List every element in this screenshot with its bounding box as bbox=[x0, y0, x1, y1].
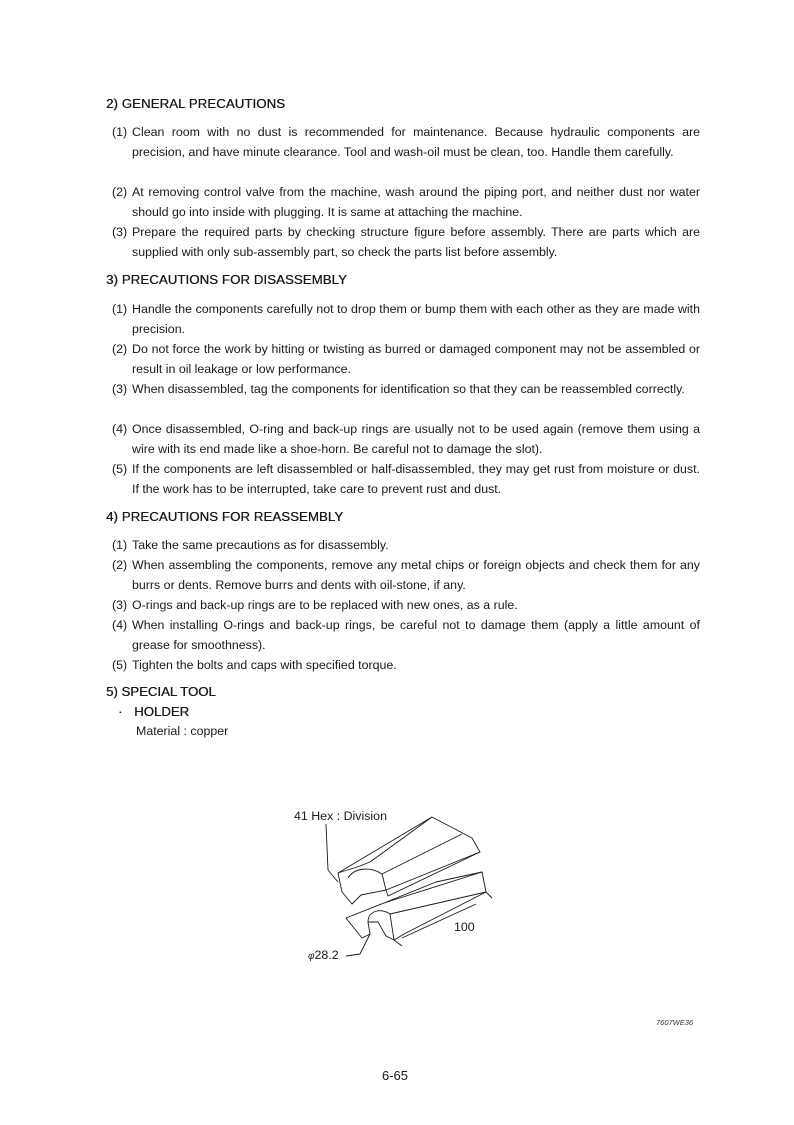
item-number: (3) bbox=[112, 598, 128, 612]
item-text: Once disassembled, O-ring and back-up rings are usually not to be used again (remove them using a wire with its end made like a shoe-horn. Be careful not to damage the slot). bbox=[132, 422, 700, 456]
item-text: When assembling the components, remove any metal chips or foreign objects and check them for any burrs or dents. Remove burrs and dents with oil-stone, if any. bbox=[132, 558, 700, 592]
holder-figure bbox=[290, 800, 530, 970]
item-number: (3) bbox=[112, 382, 128, 396]
list-item bbox=[112, 595, 700, 615]
page-number: 6-65 bbox=[382, 1068, 409, 1083]
upper-block-bore bbox=[348, 869, 386, 890]
item-number: (1) bbox=[112, 538, 128, 552]
item-text: O-rings and back-up rings are to be replaced with new ones, as a rule. bbox=[132, 598, 518, 612]
item-text: Tighten the bolts and caps with specified torque. bbox=[132, 658, 397, 672]
list-item bbox=[112, 339, 700, 379]
section-heading-disassembly: 3) PRECAUTIONS FOR DISASSEMBLY bbox=[106, 272, 347, 287]
list-item bbox=[112, 122, 700, 162]
list-item bbox=[112, 615, 700, 655]
tool-name-line bbox=[118, 704, 189, 719]
item-text: Clean room with no dust is recommended for maintenance. Because hydraulic components are precision, and have minute clearance. Tool and wash-oil must be clean, too. Handle them carefully. bbox=[132, 125, 700, 159]
label-length: 100 bbox=[454, 920, 475, 934]
hex-leader-line bbox=[326, 824, 338, 882]
length-ext-left bbox=[394, 940, 402, 946]
list-item bbox=[112, 535, 700, 555]
list-item bbox=[112, 459, 700, 499]
diameter-leader bbox=[346, 934, 370, 956]
label-diameter bbox=[308, 948, 339, 962]
item-text: At removing control valve from the machine, wash around the piping port, and neither dust nor water should go into inside with plugging. It is same at attaching the machine. bbox=[132, 185, 700, 219]
item-text: When disassembled, tag the components for identification so that they can be reassembled correctly. bbox=[132, 382, 685, 396]
diameter-symbol: φ bbox=[308, 951, 315, 962]
item-number: (4) bbox=[112, 422, 128, 436]
item-text: If the components are left disassembled or half-disassembled, they may get rust from moisture or dust. If the work has to be interrupted, take care to prevent rust and dust. bbox=[132, 462, 700, 496]
list-item bbox=[112, 182, 700, 222]
item-number: (1) bbox=[112, 125, 128, 139]
lower-block-bore bbox=[368, 911, 394, 940]
list-item bbox=[112, 222, 700, 262]
upper-block-bottom bbox=[386, 852, 480, 890]
item-text: When installing O-rings and back-up rings, be careful not to damage them (apply a little amount of grease for smoothness). bbox=[132, 618, 700, 652]
item-text: Take the same precautions as for disassembly. bbox=[132, 538, 389, 552]
length-ext-right bbox=[486, 892, 492, 898]
item-number: (5) bbox=[112, 462, 128, 476]
item-number: (1) bbox=[112, 302, 128, 316]
item-number: (5) bbox=[112, 658, 128, 672]
section-heading-general-precautions: 2) GENERAL PRECAUTIONS bbox=[106, 96, 286, 111]
lower-block-top bbox=[384, 872, 482, 903]
item-text: Handle the components carefully not to drop them or bump them with each other as they are made with precision. bbox=[132, 302, 700, 336]
item-text: Do not force the work by hitting or twisting as burred or damaged component may not be assembled or result in oil leakage or low performance. bbox=[132, 342, 700, 376]
label-hex-division: 41 Hex : Division bbox=[294, 809, 387, 823]
item-number: (4) bbox=[112, 618, 128, 632]
section-heading-special-tool: 5) SPECIAL TOOL bbox=[106, 684, 216, 699]
tool-name: HOLDER bbox=[134, 704, 190, 719]
diameter-value: 28.2 bbox=[314, 948, 339, 962]
figure-reference-code: 7607WE36 bbox=[656, 1018, 694, 1027]
item-text: Prepare the required parts by checking structure figure before assembly. There are parts which are supplied with only sub-assembly part, so check the parts list before assembly. bbox=[132, 225, 700, 259]
list-item bbox=[112, 555, 700, 595]
item-number: (2) bbox=[112, 185, 128, 199]
item-number: (2) bbox=[112, 342, 128, 356]
holder-drawing bbox=[290, 800, 530, 970]
section-heading-reassembly: 4) PRECAUTIONS FOR REASSEMBLY bbox=[106, 509, 344, 524]
list-item bbox=[112, 655, 700, 675]
bullet: · bbox=[118, 704, 123, 719]
lower-block-edge bbox=[390, 892, 486, 914]
list-item bbox=[112, 379, 700, 399]
item-number: (3) bbox=[112, 225, 128, 239]
list-item bbox=[112, 299, 700, 339]
item-number: (2) bbox=[112, 558, 128, 572]
list-item bbox=[112, 419, 700, 459]
tool-material: Material : copper bbox=[136, 724, 229, 738]
